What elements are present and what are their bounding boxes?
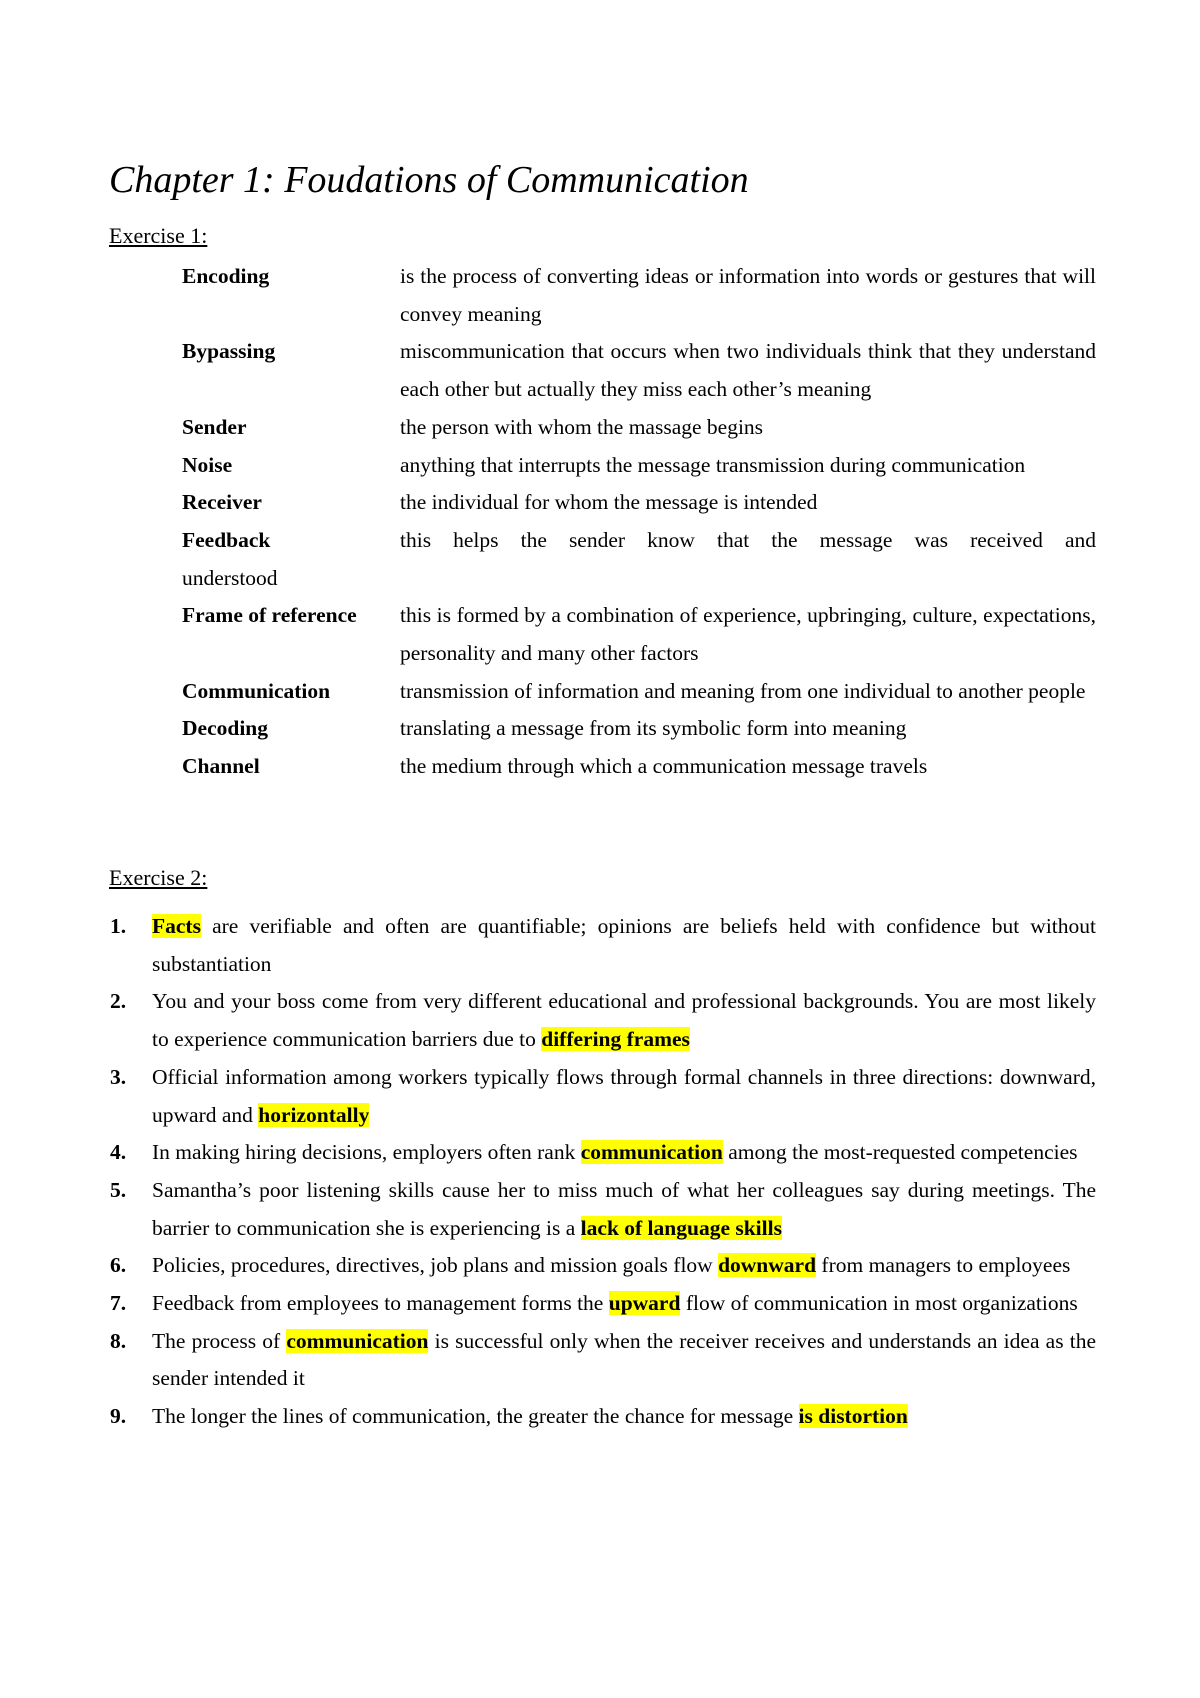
glossary-definition: the medium through which a communication message travels bbox=[400, 754, 928, 779]
glossary-term: Channel bbox=[182, 754, 260, 779]
glossary-term: Frame of reference bbox=[182, 603, 357, 628]
glossary-row bbox=[182, 409, 1096, 447]
glossary-row bbox=[182, 333, 1096, 408]
item-text-after: are verifiable and often are quantifiable; opinions are beliefs held with confidence but without substantiation bbox=[152, 914, 1096, 976]
glossary-definition: this is formed by a combination of experience, upbringing, culture, expectations, personality and many other factors bbox=[400, 603, 1096, 666]
item-text-before: Samantha’s poor listening skills cause her to miss much of what her colleagues say during meetings. The barrier to communication she is experiencing is a bbox=[152, 1177, 1096, 1240]
glossary-definition: the individual for whom the message is intended bbox=[400, 490, 818, 515]
list-item bbox=[110, 1398, 1096, 1436]
item-number: 1. bbox=[110, 914, 127, 938]
exercise-2-heading-text: Exercise 2: bbox=[109, 865, 208, 890]
item-text-after: among the most-requested competencies bbox=[722, 1140, 1078, 1165]
item-number: 4. bbox=[110, 1140, 127, 1165]
glossary-definition: translating a message from its symbolic form into meaning bbox=[400, 716, 907, 741]
item-number: 2. bbox=[110, 989, 127, 1014]
highlighted-answer: differing frames bbox=[541, 1027, 690, 1052]
item-text-before: You and your boss come from very different educational and professional backgrounds. You are most likely to experience communication barriers due to bbox=[152, 989, 1096, 1052]
item-number: 9. bbox=[110, 1404, 127, 1429]
glossary-term: Noise bbox=[182, 452, 233, 477]
glossary-definition: this helps the sender know that the message was received and bbox=[400, 527, 1096, 552]
item-text-before: Official information among workers typically flows through formal channels in three directions: downward, upward and bbox=[152, 1064, 1096, 1127]
highlighted-answer: Facts bbox=[152, 914, 201, 938]
glossary-term: Communication bbox=[182, 678, 331, 703]
item-number: 3. bbox=[110, 1064, 127, 1089]
item-text-after: is successful only when the receiver receives and understands an idea as the sender intended it bbox=[152, 1328, 1096, 1391]
list-item bbox=[110, 1172, 1096, 1247]
item-number: 5. bbox=[110, 1177, 127, 1202]
item-number: 8. bbox=[110, 1328, 127, 1353]
glossary-row bbox=[182, 673, 1096, 711]
glossary-definition: is the process of converting ideas or information into words or gestures that will convey meaning bbox=[400, 264, 1096, 326]
item-text-after: flow of communication in most organizations bbox=[680, 1291, 1078, 1316]
exercise-2-list bbox=[110, 908, 1096, 1436]
glossary-term: Bypassing bbox=[182, 339, 276, 364]
glossary-definition: anything that interrupts the message transmission during communication bbox=[400, 452, 1026, 477]
glossary-term: Sender bbox=[182, 414, 247, 439]
item-text-before: Feedback from employees to management forms the bbox=[152, 1291, 609, 1316]
list-item bbox=[110, 1323, 1096, 1398]
item-text-before: Policies, procedures, directives, job plans and mission goals flow bbox=[152, 1253, 719, 1278]
highlighted-answer: lack of language skills bbox=[580, 1215, 782, 1240]
exercise-1-glossary bbox=[182, 258, 1096, 786]
highlighted-answer: horizontally bbox=[258, 1102, 370, 1127]
glossary-definition: transmission of information and meaning from one individual to another people bbox=[400, 678, 1086, 703]
glossary-definition-continuation: understood bbox=[182, 565, 278, 590]
list-item bbox=[110, 1134, 1096, 1172]
list-item bbox=[110, 1247, 1096, 1285]
item-number: 6. bbox=[110, 1253, 127, 1278]
chapter-title: Chapter 1: Foudations of Communication bbox=[109, 159, 749, 201]
glossary-row bbox=[182, 522, 1096, 597]
item-number: 7. bbox=[110, 1291, 127, 1316]
list-item bbox=[110, 908, 1096, 983]
item-text-before: The longer the lines of communication, the greater the chance for message bbox=[152, 1404, 799, 1429]
list-item bbox=[110, 1059, 1096, 1134]
glossary-row bbox=[182, 710, 1096, 748]
highlighted-answer: upward bbox=[608, 1291, 681, 1316]
glossary-term: Decoding bbox=[182, 716, 268, 741]
glossary-row bbox=[182, 447, 1096, 485]
glossary-row bbox=[182, 258, 1096, 333]
highlighted-answer: communication bbox=[286, 1328, 429, 1353]
item-text-before: In making hiring decisions, employers often rank bbox=[152, 1140, 581, 1165]
item-text-before: The process of bbox=[152, 1328, 287, 1353]
highlighted-answer: is distortion bbox=[798, 1404, 908, 1429]
glossary-term: Receiver bbox=[182, 490, 262, 515]
glossary-term: Feedback bbox=[182, 527, 271, 552]
glossary-row bbox=[182, 597, 1096, 672]
exercise-1-heading-text: Exercise 1: bbox=[109, 223, 208, 248]
exercise-2-heading bbox=[109, 864, 207, 892]
glossary-term: Encoding bbox=[182, 264, 270, 288]
list-item bbox=[110, 1285, 1096, 1323]
list-item bbox=[110, 983, 1096, 1058]
glossary-row bbox=[182, 484, 1096, 522]
highlighted-answer: communication bbox=[580, 1140, 723, 1165]
glossary-definition: the person with whom the massage begins bbox=[400, 414, 764, 439]
glossary-definition: miscommunication that occurs when two individuals think that they understand each other but actually they miss each other’s meaning bbox=[400, 339, 1096, 402]
item-text-after: from managers to employees bbox=[816, 1253, 1071, 1278]
glossary-row bbox=[182, 748, 1096, 786]
highlighted-answer: downward bbox=[718, 1253, 817, 1278]
exercise-1-heading bbox=[109, 222, 207, 250]
